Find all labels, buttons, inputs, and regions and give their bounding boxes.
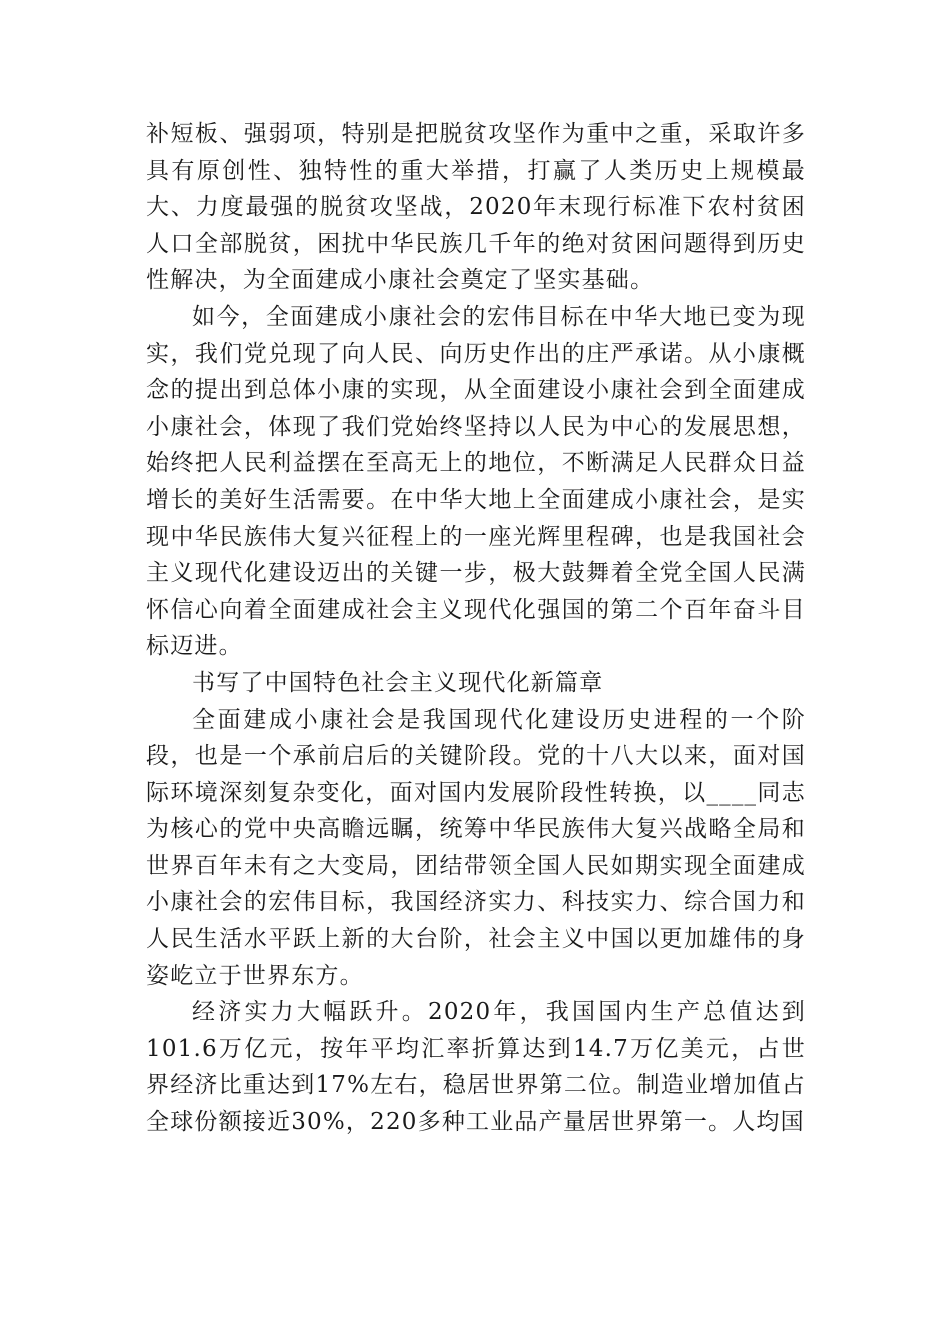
paragraph-economic-strength: 经济实力大幅跃升。2020年，我国国内生产总值达到101.6万亿元，按年平均汇率折算达到14.7万亿美元，占世界经济比重达到17%左右，稳居世界第二位。制造业增加值占全球份额接近30%，220多种工业品产量居世界第一。人均国 bbox=[146, 999, 806, 1136]
paragraph-moderately-prosperous-society: 如今，全面建成小康社会的宏伟目标在中华大地已变为现实，我们党兑现了向人民、向历史作出的庄严承诺。从小康概念的提出到总体小康的实现，从全面建设小康社会到全面建成小康社会，体现了我们党始终坚持以人民为中心的发展思想，始终把人民利益摆在至高无上的地位，不断满足人民群众日益增长的美好生活需要。在中华大地上全面建成小康社会，是实现中华民族伟大复兴征程上的一座光辉里程碑，也是我国社会主义现代化建设迈出的关键一步，极大鼓舞着全党全国人民满怀信心向着全面建成社会主义现代化强国的第二个百年奋斗目标迈进。 bbox=[146, 303, 806, 660]
paragraph-poverty-alleviation: 补短板、强弱项，特别是把脱贫攻坚作为重中之重，采取许多具有原创性、独特性的重大举措，打赢了人类历史上规模最大、力度最强的脱贫攻坚战，2020年末现行标准下农村贫困人口全部脱贫，困扰中华民族几千年的绝对贫困问题得到历史性解决，为全面建成小康社会奠定了坚实基础。 bbox=[146, 121, 806, 294]
paragraph-modernization-stage: 全面建成小康社会是我国现代化建设历史进程的一个阶段，也是一个承前启后的关键阶段。党的十八大以来，面对国际环境深刻复杂变化，面对国内发展阶段性转换，以____同志为核心的党中央高瞻远瞩，统筹中华民族伟大复兴战略全局和世界百年未有之大变局，团结带领全国人民如期实现全面建成小康社会的宏伟目标，我国经济实力、科技实力、综合国力和人民生活水平跃上新的大台阶，社会主义中国以更加雄伟的身姿屹立于世界东方。 bbox=[146, 706, 806, 989]
document-body bbox=[146, 116, 806, 1141]
section-heading-new-chapter: 书写了中国特色社会主义现代化新篇章 bbox=[192, 669, 604, 696]
